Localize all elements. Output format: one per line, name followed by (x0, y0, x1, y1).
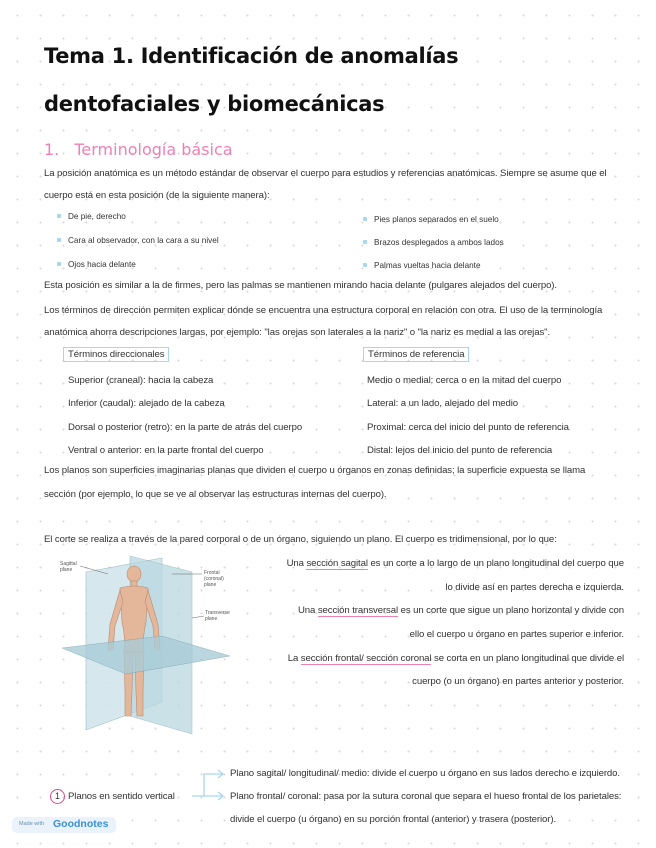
transverse-section-line2: ello el cuerpo u órgano en partes superior e inferior. (409, 629, 624, 640)
frontal-plane-definition-line2: divide el cuerpo (u órgano) en su porción frontal (anterior) y trasera (posterior). (230, 814, 557, 825)
page-title-line2: dentofaciales y biomecánicas (44, 92, 385, 116)
made-with-label: Made with (19, 821, 45, 827)
bullet-icon (57, 262, 61, 266)
bullet-icon (363, 240, 367, 244)
goodnotes-badge (12, 817, 116, 833)
page-title-line1: Tema 1. Identificación de anomalías (44, 44, 459, 68)
reference-terms-header: Términos de referencia (363, 347, 469, 362)
transverse-section-line1: Una sección transversal es un corte que sigue un plano horizontal y divide con (297, 605, 624, 616)
reference-term: Medio o medial: cerca o en la mitad del cuerpo (367, 375, 562, 386)
bullet-icon (57, 214, 61, 218)
sagittal-section-term: sección sagital (306, 558, 368, 569)
list-item: Ojos hacia delante (68, 260, 136, 269)
frontal-section-line2: cuerpo (o un órgano) en partes anterior y posterior. (412, 676, 624, 687)
sagittal-section-line2: lo divide así en partes derecha e izquierda. (445, 582, 624, 593)
bullet-icon (363, 263, 367, 267)
directional-term: Superior (craneal): hacia la cabeza (68, 375, 214, 386)
para-direction-line2: anatómica ahorra descripciones largas, por ejemplo: "las orejas son laterales a la nariz" o "la nariz es medial a las orejas". (44, 327, 551, 338)
vertical-planes-label: Planos en sentido vertical (68, 791, 175, 802)
planes-line1: Los planos son superficies imaginarias planas que dividen el cuerpo u órganos en zonas definidas; la superficie expuesta se llama (44, 465, 586, 476)
sagittal-section-line1: Una sección sagital es un corte a lo largo de un plano longitudinal del cuerpo que (286, 558, 624, 569)
para-direction-line1: Los términos de dirección permiten explicar dónde se encuentra una estructura corporal en relación con otra. El uso de la terminología (44, 305, 603, 316)
para-position: Esta posición es similar a la de firmes, pero las palmas se mantienen mirando hacia delante (pulgares alejados del cuerpo). (44, 280, 557, 291)
directional-term: Ventral o anterior: en la parte frontal del cuerpo (68, 445, 264, 456)
reference-term: Lateral: a un lado, alejado del medio (367, 398, 518, 409)
planes-line2: sección (por ejemplo, lo que se ve al observar las estructuras internas del cuerpo). (44, 489, 387, 500)
frontal-section-term: sección frontal/ sección coronal (300, 653, 432, 664)
list-item: De pie, derecho (68, 212, 126, 221)
directional-term: Dorsal o posterior (retro): en la parte de atrás del cuerpo (68, 422, 303, 433)
bullet-icon (363, 217, 367, 221)
list-item: Cara al observador, con la cara a su nivel (68, 236, 219, 245)
section-heading (44, 140, 233, 159)
directional-terms-header: Términos direccionales (63, 347, 169, 362)
intro-line2: cuerpo está en esta posición (de la siguiente manera): (44, 190, 270, 201)
reference-term: Proximal: cerca del inicio del punto de referencia (367, 422, 569, 433)
frontal-plane-definition-line1: Plano frontal/ coronal: pasa por la sutura coronal que separa el hueso frontal de los parietales: (230, 791, 622, 802)
reference-term: Distal: lejos del inicio del punto de referencia (367, 445, 553, 456)
list-item: Pies planos separados en el suelo (374, 215, 499, 224)
sagittal-plane-label: Sagittal plane (60, 561, 77, 573)
section-number: 1. (44, 140, 60, 159)
bracket-arrow-icon (190, 766, 230, 806)
section-title: Terminología básica (74, 140, 233, 159)
cut-text: El corte se realiza a través de la pared corporal o de un órgano, siguiendo un plano. El cuerpo es tridimensional, por lo que: (44, 534, 557, 545)
list-item: Palmas vueltas hacia delante (374, 261, 481, 270)
sagittal-plane-definition: Plano sagital/ longitudinal/ medio: divide el cuerpo u órgano en sus lados derecho e izquierdo. (230, 768, 620, 779)
goodnotes-logo: Goodnotes (53, 818, 109, 830)
frontal-section-line1: La sección frontal/ sección coronal se corta en un plano longitudinal que divide el (287, 653, 624, 664)
directional-term: Inferior (caudal): alejado de la cabeza (68, 398, 225, 409)
transverse-section-term: sección transversal (317, 605, 399, 616)
bullet-icon (57, 238, 61, 242)
intro-line1: La posición anatómica es un método estándar de observar el cuerpo para estudios y referencias anatómicas. Siempre se asume que el (44, 168, 607, 179)
number-circle: 1 (50, 789, 65, 804)
transverse-plane-label: Transverse plane (205, 610, 230, 622)
frontal-plane-label: Frontal (coronal) plane (204, 570, 224, 588)
list-item: Brazos desplegados a ambos lados (374, 238, 504, 247)
